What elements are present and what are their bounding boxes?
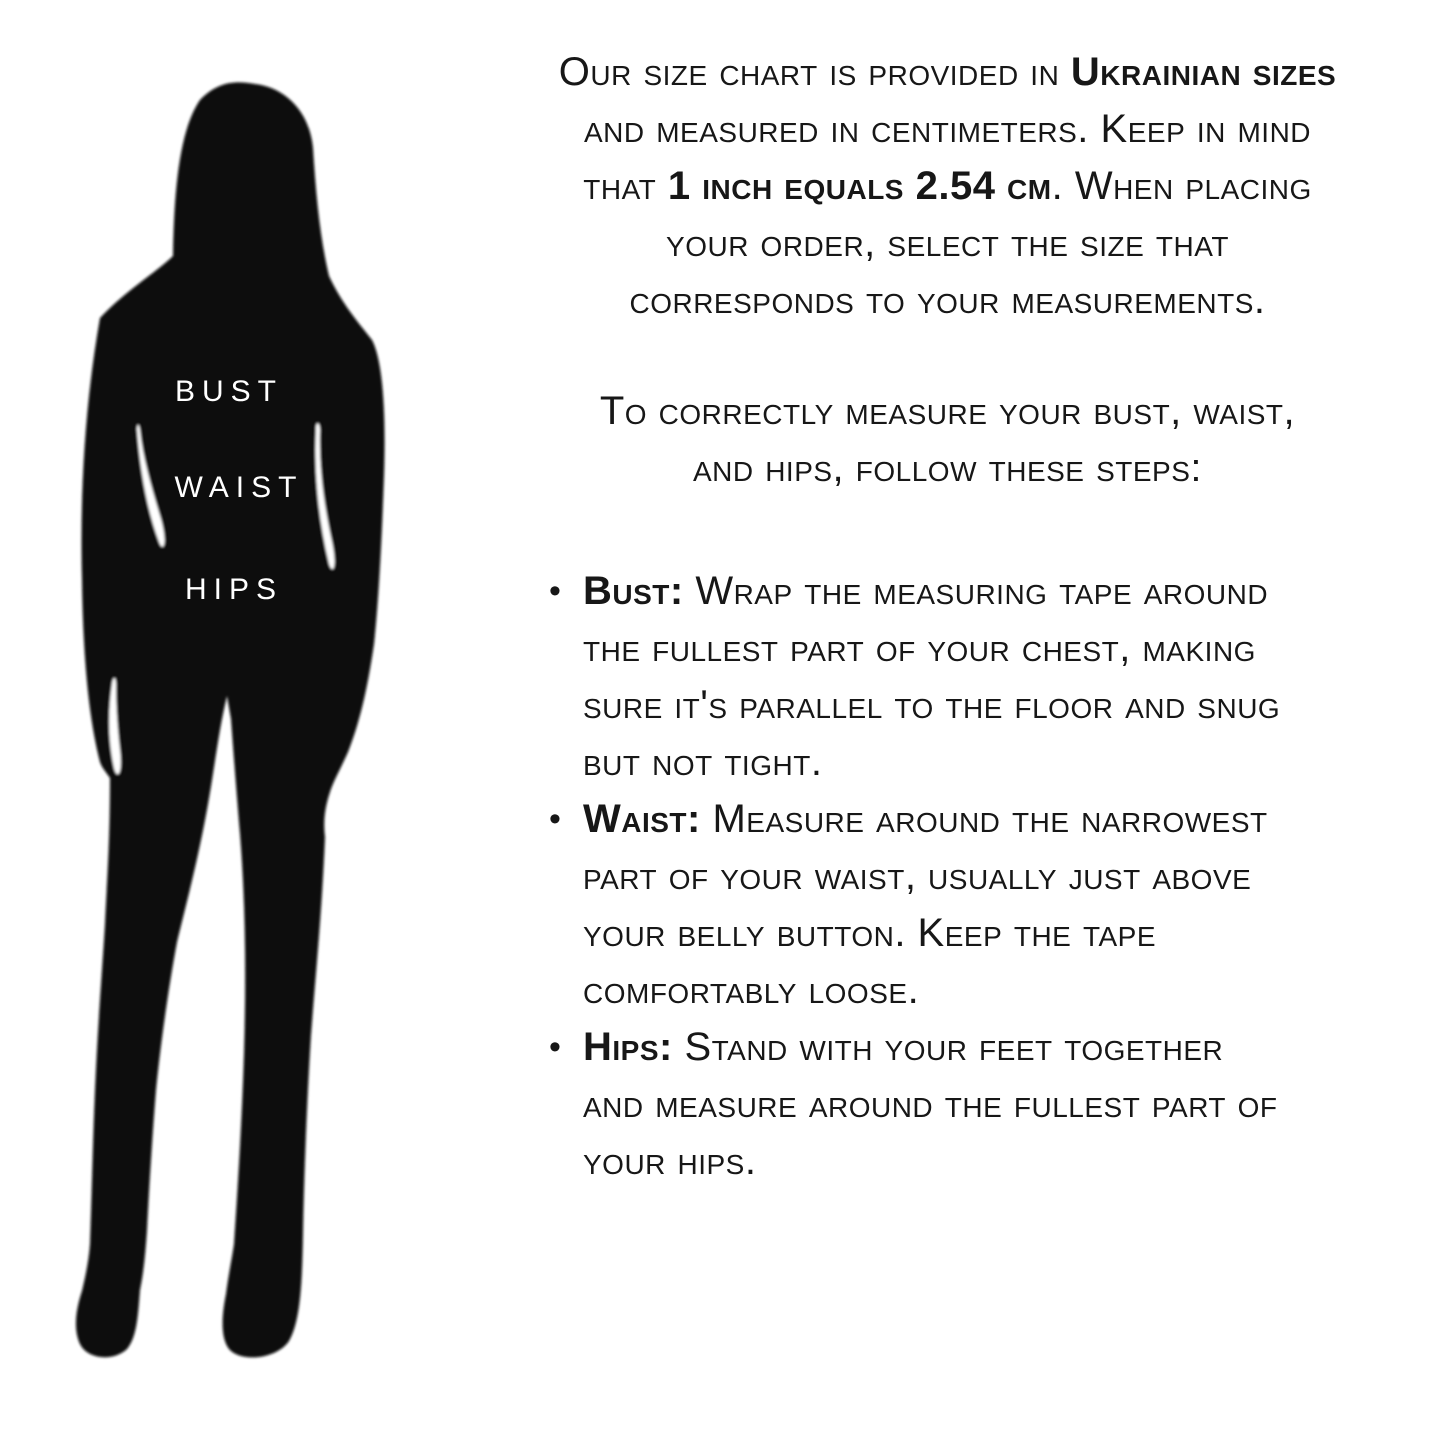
intro-bold-segment: Ukrainian sizes (1070, 50, 1337, 94)
steps-intro-paragraph: To correctly measure your bust, waist, and hips, follow these steps: (599, 389, 1296, 490)
intro-paragraph (558, 44, 1338, 329)
waist-label: WAIST (174, 471, 304, 504)
measurement-step: • Waist: Measure around the narrowest part of your waist, usually just above your belly button. Keep the tape comfortably loose. (583, 791, 1283, 1019)
silhouette-body-path (76, 82, 385, 1357)
measurement-step: • Bust: Wrap the measuring tape around the fullest part of your chest, making sure it's parallel to the floor and snug but not tight. (583, 563, 1283, 791)
step-label: Hips: (583, 1025, 673, 1069)
intro-segment: and measured in centimeters. Keep in mind that (583, 107, 1312, 208)
bullet-marker: • (549, 1028, 562, 1066)
hips-label: HIPS (184, 573, 284, 606)
female-silhouette-graphic (70, 78, 400, 1368)
measurement-steps-list (495, 563, 1283, 1190)
intro-segment: . When placing your order, select the size that corresponds to your measurements. (629, 164, 1312, 322)
intro-segment: Our size chart is provided in (558, 50, 1071, 94)
bullet-marker: • (549, 572, 562, 610)
step-label: Waist: (583, 797, 701, 841)
bust-label: BUST (174, 375, 284, 408)
measurement-step: • Hips: Stand with your feet together and measure around the fullest part of your hips. (583, 1019, 1283, 1190)
bullet-marker: • (549, 800, 562, 838)
female-silhouette (70, 78, 400, 1368)
intro-bold-segment: 1 inch equals 2.54 cm (667, 164, 1052, 208)
step-label: Bust: (583, 569, 684, 613)
instructions-column (495, 30, 1400, 1190)
